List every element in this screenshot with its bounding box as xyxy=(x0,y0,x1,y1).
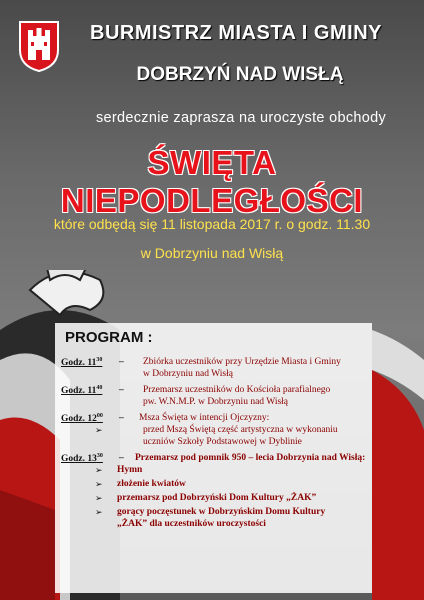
item-2-hour: Godz. $11^{40}$ xyxy=(61,385,103,397)
bullet-flowers: złożenie kwiatów xyxy=(117,479,186,489)
event-place: w Dobrzyniu nad Wisłą xyxy=(140,245,284,261)
arrow-bullet-icon: ➢ xyxy=(95,479,103,489)
program-heading: PROGRAM : xyxy=(65,329,153,346)
header-line-1: BURMISTRZ MIASTA I GMINY xyxy=(90,22,382,44)
bullet-meal: gorący poczęstunek w Dobrzyńskim Domu Kultury xyxy=(117,507,326,517)
arrow-bullet-icon: ➢ xyxy=(95,425,103,435)
item-2-text: Przemarsz uczestników do Kościoła parafialnego xyxy=(143,385,331,395)
event-date: które odbędą się 11 listopada 2017 r. o godz. 11.30 xyxy=(53,216,371,232)
bullet-march: przemarsz pod Dobrzyński Dom Kultury „ŻAK” xyxy=(117,493,317,503)
item-4-hour: Godz. $13^{30}$ xyxy=(61,453,103,465)
bullet-hymn: Hymn xyxy=(117,465,143,475)
arrow-bullet-icon: ➢ xyxy=(95,507,103,517)
item-1-text-2: w Dobrzyniu nad Wisłą xyxy=(143,369,233,379)
program-panel: PROGRAM : Godz. $11^{30}$ – Zbiórka uczestników przy Urzędzie Miasta i Gminy w Dobrzyniu nad Wisłą Godz. $11^{40}$ – Przemarsz uczestników do Kościoła parafialnego pw. W.N.M.P. w Dobrzyniu nad Wisłą Godz. $12^{00}$ – Msza Święta w intencji Ojczyzny: ➢ przed Mszą Świętą część artystyczna w wykonaniu uczniów Szkoły Podstawowej w Dyblinie Godz. $13^{30}$ – Przemarsz pod pomnik 950 – lecia Dobrzynia nad Wisłą: ➢ Hymn ➢ złożenie kwiatów ➢ przemarsz pod Dobrzyński Dom Kultury „ŻAK” ➢ gorący poczęstunek w Dobrzyńskim Domu Kultury „ŻAK” dla uczestników uroczystości xyxy=(55,323,372,593)
header-line-2: DOBRZYŃ NAD WISŁĄ xyxy=(136,64,344,85)
arrow-bullet-icon: ➢ xyxy=(95,493,103,503)
arrow-bullet-icon: ➢ xyxy=(95,465,103,475)
item-1-text: Zbiórka uczestników przy Urzędzie Miasta i Gminy xyxy=(143,357,341,367)
item-2-text-2: pw. W.N.M.P. w Dobrzyniu nad Wisłą xyxy=(143,397,289,407)
bullet-meal-2: „ŻAK” dla uczestników uroczystości xyxy=(117,519,266,529)
item-1-hour: Godz. $11^{30}$ xyxy=(61,357,103,369)
item-3-text-2: przed Mszą Świętą część artystyczna w wykonaniu xyxy=(143,425,338,435)
item-3-text-3: uczniów Szkoły Podstawowej w Dyblinie xyxy=(143,437,302,447)
item-3-text: Msza Święta w intencji Ojczyzny: xyxy=(139,413,270,423)
item-4-text: Przemarsz pod pomnik 950 – lecia Dobrzynia nad Wisłą: xyxy=(135,453,366,463)
header-invitation: serdecznie zaprasza na uroczyste obchody xyxy=(95,110,387,126)
event-title: ŚWIĘTA NIEPODLEGŁOŚCI xyxy=(60,144,364,219)
item-3-hour: Godz. $12^{00}$ xyxy=(61,413,103,425)
town-crest-icon xyxy=(18,20,60,72)
